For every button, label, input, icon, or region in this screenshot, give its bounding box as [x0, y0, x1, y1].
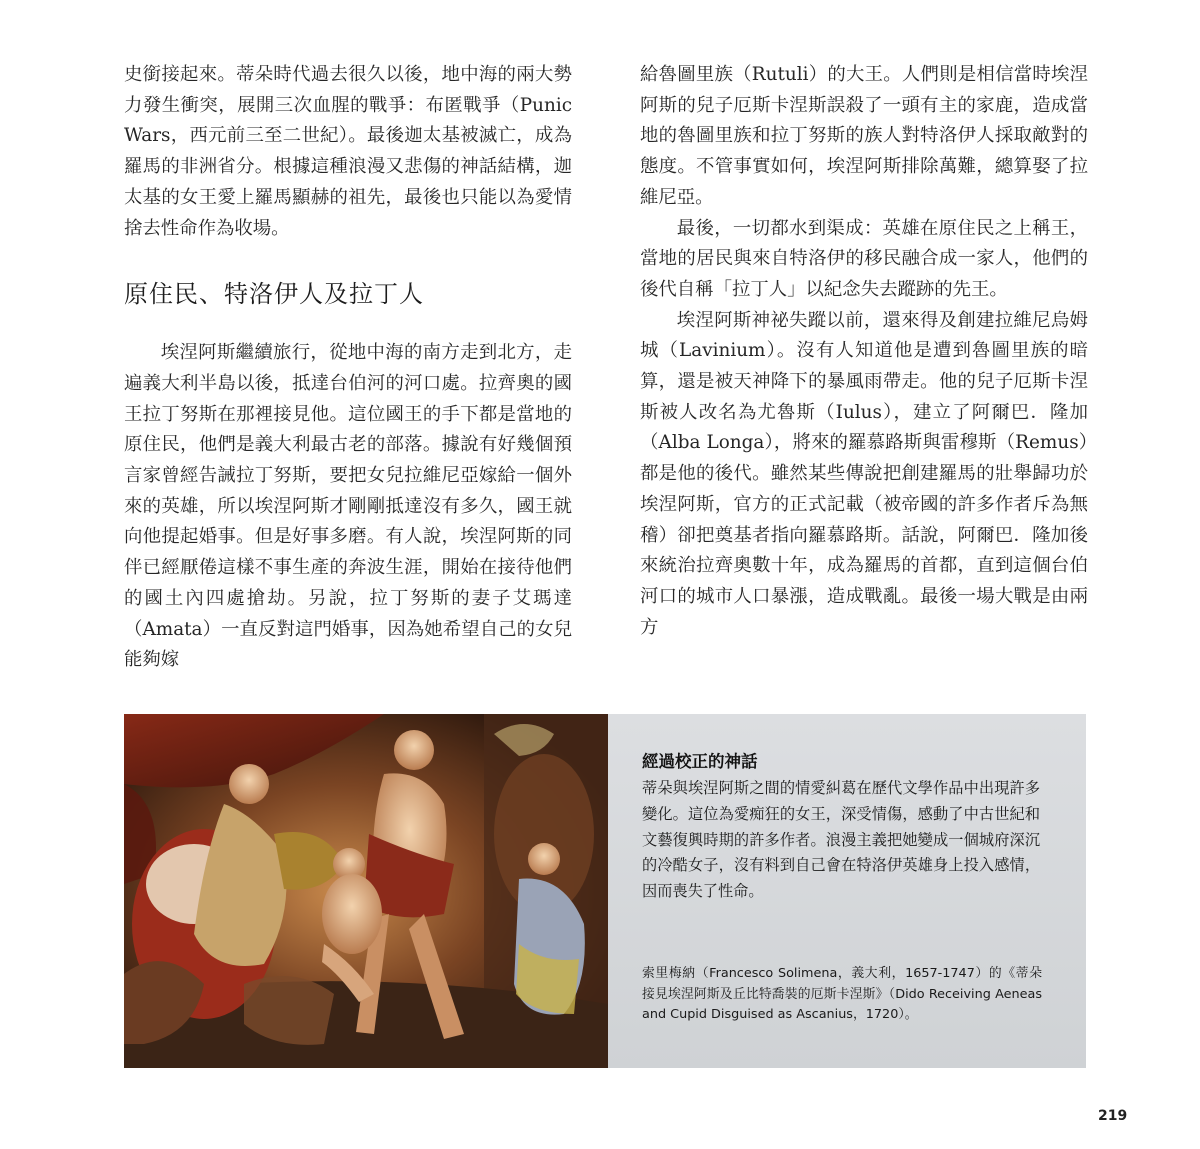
section-heading: 原住民、特洛伊人及拉丁人	[124, 280, 424, 309]
right-paragraph-1: 給魯圖里族（Rutuli）的大王。人們則是相信當時埃涅阿斯的兒子厄斯卡涅斯誤殺了一頭有主的家鹿，造成當地的魯圖里族和拉丁努斯的族人對特洛伊人採取敵對的態度。不管事實如何，埃涅阿斯排除萬難，總算娶了拉維尼亞。	[640, 64, 1088, 208]
right-paragraph-3: 埃涅阿斯神祕失蹤以前，還來得及創建拉維尼烏姆城（Lavinium）。沒有人知道他是遭到魯圖里族的暗算，還是被天神降下的暴風雨帶走。他的兒子厄斯卡涅斯被人改名為尤魯斯（Iulus），建立了阿爾巴．隆加（Alba Longa），將來的羅慕路斯與雷穆斯（Remus）都是他的後代。雖然某些傳說把創建羅馬的壯舉歸功於埃涅阿斯，官方的正式記載（被帝國的許多作者斥為無稽）卻把奠基者指向羅慕路斯。話說，阿爾巴．隆加後來統治拉齊奧數十年，成為羅馬的首都，直到這個台伯河口的城市人口暴漲，造成戰亂。最後一場大戰是由兩方	[640, 309, 1088, 638]
left-paragraph-2: 埃涅阿斯繼續旅行，從地中海的南方走到北方，走遍義大利半島以後，抵達台伯河的河口處。拉齊奧的國王拉丁努斯在那裡接見他。這位國王的手下都是當地的原住民，他們是義大利最古老的部落。據說有好幾個預言家曾經告誡拉丁努斯，要把女兒拉維尼亞嫁給一個外來的英雄，所以埃涅阿斯才剛剛抵達沒有多久，國王就向他提起婚事。但是好事多磨。有人說，埃涅阿斯的同伴已經厭倦這樣不事生產的奔波生涯，開始在接待他們的國土內四處搶劫。另說，拉丁努斯的妻子艾瑪達（Amata）一直反對這門婚事，因為她希望自己的女兒能夠嫁	[124, 342, 572, 671]
right-paragraph-2: 最後，一切都水到渠成：英雄在原住民之上稱王，當地的居民與來自特洛伊的移民融合成一家人，他們的後代自稱「拉丁人」以紀念失去蹤跡的先王。	[640, 217, 1088, 300]
painting-image	[124, 714, 608, 1068]
left-text-column	[124, 60, 572, 676]
painting-illustration	[124, 714, 608, 1068]
left-paragraph-1: 史銜接起來。蒂朵時代過去很久以後，地中海的兩大勢力發生衝突，展開三次血腥的戰爭：布匿戰爭（Punic Wars，西元前三至二世紀）。最後迦太基被滅亡，成為羅馬的非洲省分。根據這種浪漫又悲傷的神話結構，迦太基的女王愛上羅馬顯赫的祖先，最後也只能以為愛情捨去性命作為收場。	[124, 64, 572, 239]
sidebar-body: 蒂朵與埃涅阿斯之間的情愛糾葛在歷代文學作品中出現許多變化。這位為愛痴狂的女王，深受情傷，感動了中古世紀和文藝復興時期的許多作者。浪漫主義把她變成一個城府深沉的冷酷女子，沒有料到自己會在特洛伊英雄身上投入感情，因而喪失了性命。	[642, 779, 1040, 901]
page-number: 219	[1098, 1108, 1128, 1124]
painting-caption: 索里梅納（Francesco Solimena，義大利，1657-1747）的《蒂朵接見埃涅阿斯及丘比特喬裝的厄斯卡涅斯》（Dido Receiving Aeneas and Cupid Disguised as Ascanius，1720）。	[642, 966, 1042, 1022]
sidebar-box	[608, 714, 1086, 1068]
right-text-column	[640, 60, 1088, 643]
figure-panel	[124, 714, 1086, 1068]
sidebar-title: 經過校正的神話	[642, 752, 758, 771]
